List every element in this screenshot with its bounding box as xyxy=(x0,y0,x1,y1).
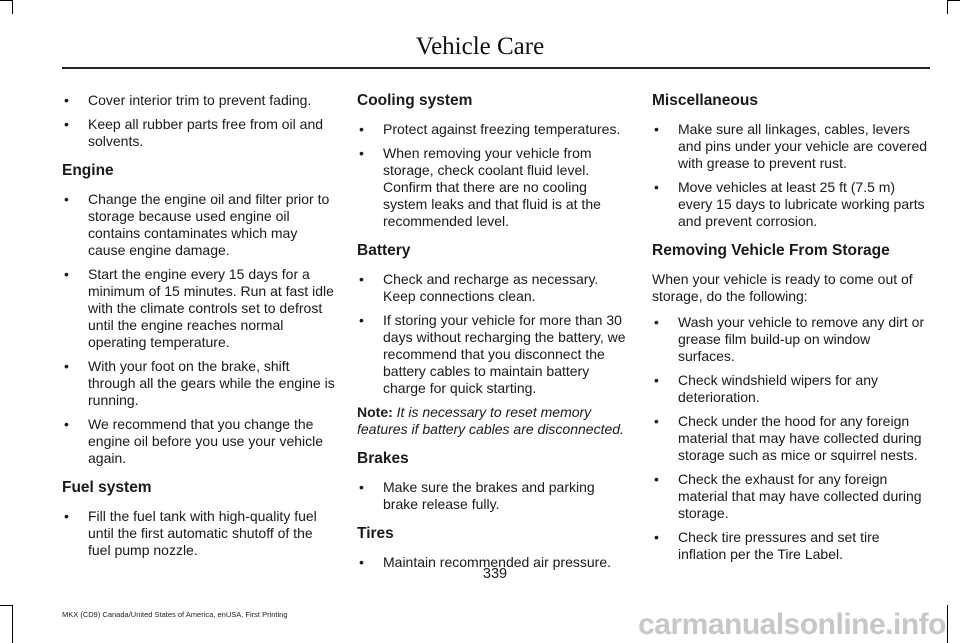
column-1 xyxy=(62,92,338,566)
bullet-glyph: • xyxy=(359,312,364,328)
list-item: • Move vehicles at least 25 ft (7.5 m) every 15 days to lubricate working parts and prevent corrosion. xyxy=(654,179,925,229)
section-title-cooling-system: Cooling system xyxy=(357,92,473,109)
removing-bullet-list xyxy=(652,314,928,563)
brakes-bullet-list xyxy=(357,479,633,513)
bullet-glyph: • xyxy=(359,479,364,495)
list-item: • Check windshield wipers for any deterioration. xyxy=(654,372,878,405)
watermark: carmanualsonline.info xyxy=(638,608,946,641)
list-item: • Wash your vehicle to remove any dirt or grease film build-up on window surfaces. xyxy=(654,314,925,364)
section-title-removing-vehicle-from-storage: Removing Vehicle From Storage xyxy=(652,242,890,259)
bullet-glyph: • xyxy=(64,116,69,132)
crop-mark xyxy=(948,0,960,1)
section-title-engine: Engine xyxy=(62,162,114,179)
page-header-title: Vehicle Care xyxy=(415,33,545,60)
bullet-glyph: • xyxy=(654,121,659,137)
battery-note xyxy=(357,404,633,438)
list-item: • Change the engine oil and filter prior to storage because used engine oil contains contaminates which may cause engine damage. xyxy=(64,191,330,258)
list-item: • Protect against freezing temperatures. xyxy=(359,121,621,137)
cooling-bullet-list xyxy=(357,121,633,230)
list-item: • Cover interior trim to prevent fading. xyxy=(64,92,312,108)
section-title-miscellaneous: Miscellaneous xyxy=(652,92,758,109)
bullet-glyph: • xyxy=(359,554,364,570)
crop-mark xyxy=(0,0,12,1)
bullet-glyph: • xyxy=(654,413,659,429)
column-2 xyxy=(357,92,633,578)
list-item: • Make sure all linkages, cables, levers and pins under your vehicle are covered with grease to prevent rust. xyxy=(654,121,928,171)
bullet-glyph: • xyxy=(359,145,364,161)
bullet-glyph: • xyxy=(64,508,69,524)
list-item: • With your foot on the brake, shift through all the gears while the engine is running. xyxy=(64,358,335,408)
note-text: It is necessary to reset memory features if battery cables are disconnected. xyxy=(357,404,624,437)
bullet-glyph: • xyxy=(64,191,69,207)
bullet-glyph: • xyxy=(359,271,364,287)
bullet-glyph: • xyxy=(359,121,364,137)
header-rule xyxy=(62,67,930,69)
battery-bullet-list xyxy=(357,271,633,397)
intro-bullet-list xyxy=(62,92,338,150)
edition-footer: MKX (CD9) Canada/United States of America, enUSA, First Printing xyxy=(62,610,288,619)
section-title-brakes: Brakes xyxy=(357,450,409,467)
crop-mark xyxy=(12,0,13,14)
section-title-tires: Tires xyxy=(357,525,394,542)
note-label: Note: xyxy=(357,404,393,420)
fuel-bullet-list xyxy=(62,508,338,559)
bullet-glyph: • xyxy=(64,358,69,374)
list-item: • If storing your vehicle for more than 30 days without recharging the battery, we recommend that you disconnect the battery cables to maintain battery charge for quick starting. xyxy=(359,312,626,396)
bullet-glyph: • xyxy=(654,471,659,487)
bullet-glyph: • xyxy=(654,179,659,195)
crop-mark xyxy=(947,605,948,643)
list-item: • Check the exhaust for any foreign material that may have collected during storage. xyxy=(654,471,922,521)
list-item: • Check tire pressures and set tire inflation per the Tire Label. xyxy=(654,529,880,562)
list-item: • We recommend that you change the engine oil before you use your vehicle again. xyxy=(64,416,324,466)
crop-mark xyxy=(0,605,12,606)
list-item: • When removing your vehicle from storage, check coolant fluid level. Confirm that there are no cooling system leaks and that fluid is at the recommended level. xyxy=(359,145,601,229)
list-item: • Keep all rubber parts free from oil and solvents. xyxy=(64,116,324,149)
page-number: 339 xyxy=(482,566,508,582)
engine-bullet-list xyxy=(62,191,338,467)
bullet-glyph: • xyxy=(64,266,69,282)
crop-mark xyxy=(947,0,948,14)
list-item: • Check and recharge as necessary. Keep connections clean. xyxy=(359,271,599,304)
crop-mark xyxy=(12,605,13,643)
bullet-glyph: • xyxy=(654,314,659,330)
bullet-glyph: • xyxy=(654,529,659,545)
removing-intro: When your vehicle is ready to come out of storage, do the following: xyxy=(652,271,913,304)
bullet-glyph: • xyxy=(64,416,69,432)
bullet-glyph: • xyxy=(64,92,69,108)
bullet-glyph: • xyxy=(654,372,659,388)
list-item: • Maintain recommended air pressure. xyxy=(359,554,611,570)
list-item: • Make sure the brakes and parking brake release fully. xyxy=(359,479,595,512)
column-3 xyxy=(652,92,928,570)
list-item: • Fill the fuel tank with high-quality fuel until the first automatic shutoff of the fuel pump nozzle. xyxy=(64,508,317,558)
list-item: • Start the engine every 15 days for a minimum of 15 minutes. Run at fast idle with the climate controls set to defrost until the engine reaches normal operating temperature. xyxy=(64,266,334,350)
misc-bullet-list xyxy=(652,121,928,230)
list-item: • Check under the hood for any foreign material that may have collected during storage such as mice or squirrel nests. xyxy=(654,413,922,463)
section-title-battery: Battery xyxy=(357,242,411,259)
section-title-fuel-system: Fuel system xyxy=(62,479,152,496)
